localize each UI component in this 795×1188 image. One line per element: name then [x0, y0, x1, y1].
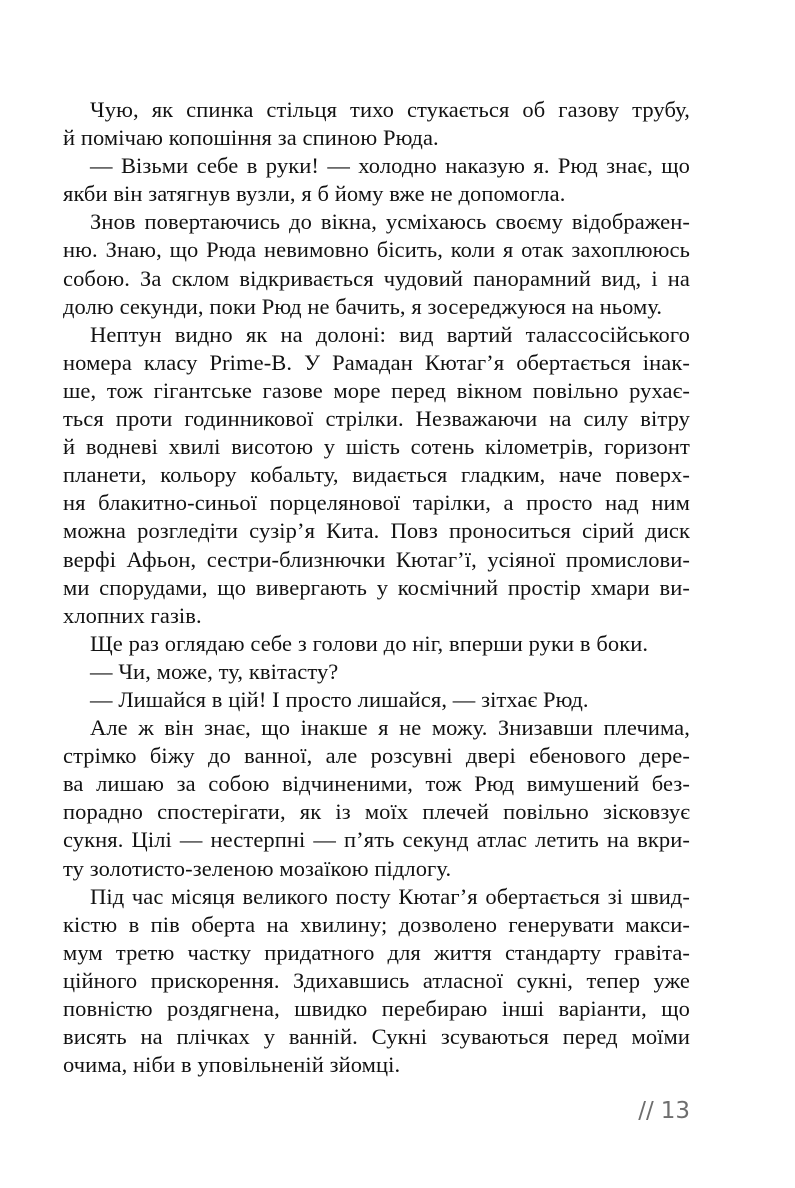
text-line: планети, кольору кобальту, видається гладким, наче поверх-: [63, 462, 690, 488]
text-line: порадно спостерігати, як із моїх плечей повільно зісковзує: [63, 799, 690, 825]
page-text: [63, 96, 690, 1079]
text-line: й помічаю копошіння за спиною Рюда.: [63, 125, 439, 151]
text-line: очима, ніби в уповільненій зйомці.: [63, 1052, 401, 1078]
text-line: — Лишайся в цій! І просто лишайся, — зітхає Рюд.: [90, 686, 589, 712]
text-line: долю секунди, поки Рюд не бачить, я зосереджуюся на ньому.: [63, 293, 663, 319]
text-line: ту золотисто-зеленою мозаїкою підлогу.: [63, 855, 452, 881]
text-line: й водневі хвилі висотою у шість сотень кілометрів, горизонт: [63, 434, 690, 460]
page-number-slashes: //: [638, 1098, 654, 1124]
text-line: ва лишаю за собою відчиненими, тож Рюд вимушений без-: [63, 771, 690, 797]
text-line: хлопних газів.: [63, 602, 202, 628]
text-line: якби він затягнув вузли, я б йому вже не допомогла.: [63, 181, 566, 207]
text-line: стрімко біжу до ванної, але розсувні двері ебенового дере-: [63, 743, 690, 769]
text-line: ше, тож гігантське газове море перед вікном повільно рухає-: [63, 377, 690, 403]
text-line: Нептун видно як на долоні: вид вартий талассосійського: [90, 321, 690, 347]
text-line: висять на плічках у ванній. Сукні зсуваються перед моїми: [63, 1024, 690, 1050]
text-line: ться проти годинникової стрілки. Незважаючи на силу вітру: [63, 406, 690, 432]
text-line: ми спорудами, що вивергають у космічний простір хмари ви-: [63, 574, 690, 600]
text-line: ня блакитно-синьої порцелянової тарілки, а просто над ним: [63, 490, 690, 516]
text-line: номера класу Prime-B. У Рамадан Кютаг’я обертається інак-: [63, 349, 690, 375]
text-line: Чую, як спинка стільця тихо стукається об газову трубу,: [90, 97, 690, 122]
text-line: верфі Афьон, сестри-близнючки Кютаг’ї, усіяної промислови-: [63, 546, 690, 572]
text-line: Ще раз оглядаю себе з голови до ніг, вперши руки в боки.: [90, 630, 649, 656]
text-line: — Візьми себе в руки! — холодно наказую я. Рюд знає, що: [90, 153, 690, 179]
text-line: повністю роздягнена, швидко перебираю інші варіанти, що: [63, 996, 690, 1021]
text-line: Але ж він знає, що інакше я не можу. Знизавши плечима,: [90, 715, 690, 741]
page-footer: [63, 1098, 690, 1124]
text-line: кістю в пів оберта на хвилину; дозволено генерувати макси-: [63, 911, 690, 937]
text-line: Під час місяця великого посту Кютаг’я обертається зі швид-: [90, 883, 690, 909]
text-line: можна розгледіти сузір’я Кита. Повз проноситься сірий диск: [63, 518, 690, 544]
text-line: мум третю частку придатного для життя стандарту гравіта-: [63, 939, 690, 965]
page-number: 13: [660, 1098, 690, 1124]
text-line: Знов повертаючись до вікна, усміхаюсь своєму відображен-: [90, 209, 690, 235]
text-line: сукня. Цілі — нестерпні — п’ять секунд атлас летить на вкри-: [63, 827, 690, 853]
text-line: — Чи, може, ту, квітасту?: [90, 658, 339, 684]
text-line: ню. Знаю, що Рюда невимовно бісить, коли я отак захоплююсь: [63, 237, 690, 263]
text-line: ційного прискорення. Здихавшись атласної сукні, тепер уже: [63, 967, 690, 993]
text-line: собою. За склом відкривається чудовий панорамний вид, і на: [63, 265, 690, 291]
